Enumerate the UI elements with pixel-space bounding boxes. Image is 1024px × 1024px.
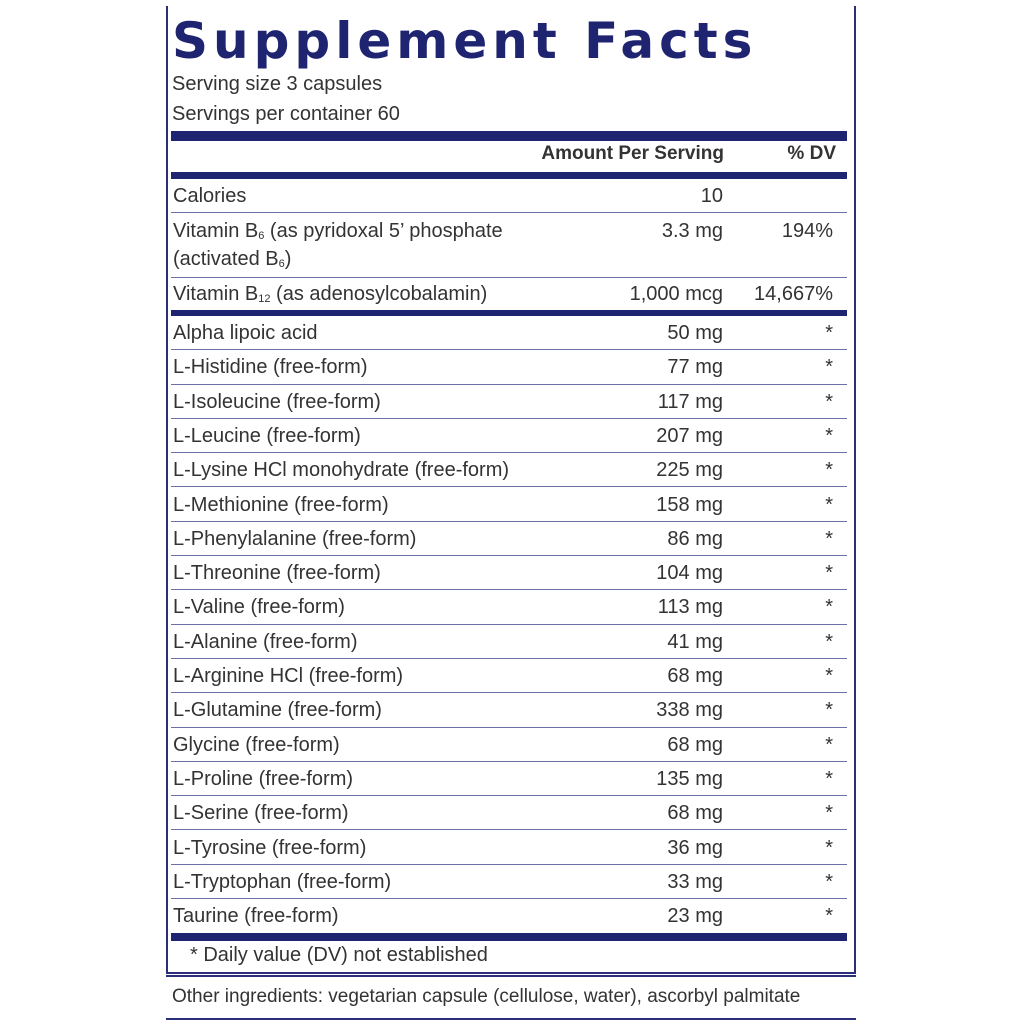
bottom-rule [166, 1018, 856, 1020]
ingredient-dv: * [825, 699, 833, 722]
ingredient-row [171, 316, 847, 350]
ingredient-row [171, 865, 847, 899]
ingredient-amount: 36 mg [667, 836, 723, 859]
ingredient-name: L-Isoleucine (free-form) [173, 390, 381, 413]
nutrient-amount: 1,000 mcg [629, 283, 723, 305]
ingredient-name: L-Leucine (free-form) [173, 424, 361, 447]
footnote: * Daily value (DV) not established [190, 944, 488, 966]
ingredient-dv: * [825, 390, 833, 413]
nutrient-dv: 14,667% [754, 283, 833, 305]
header-top-bar [171, 131, 847, 141]
ingredient-dv: * [825, 459, 833, 482]
ingredient-dv: * [825, 322, 833, 344]
ingredient-amount: 41 mg [667, 630, 723, 653]
nutrient-name-line2: (activated $B_6$) [173, 248, 292, 270]
other-ingredients: Other ingredients: vegetarian capsule (cellulose, water), ascorbyl palmitate [172, 986, 801, 1007]
ingredient-dv: * [825, 630, 833, 653]
ingredient-amount: 225 mg [656, 459, 723, 482]
nutrient-name: Vitamin $B_{12}$ (as adenosylcobalamin) [173, 283, 488, 305]
ingredient-dv: * [825, 493, 833, 516]
ingredient-name: L-Methionine (free-form) [173, 493, 389, 516]
nutrient-dv: 194% [781, 220, 833, 242]
ingredient-name: L-Proline (free-form) [173, 767, 354, 790]
ingredient-row [171, 350, 847, 384]
other-ingredients-top-rule [166, 975, 856, 977]
serving-size: Serving size 3 capsules [172, 73, 383, 95]
ingredient-amount: 207 mg [656, 424, 723, 447]
ingredient-row [171, 385, 847, 419]
nutrient-amount: 3.3 mg [661, 220, 723, 242]
ingredient-name: Glycine (free-form) [173, 733, 340, 756]
ingredient-dv: * [825, 802, 833, 825]
ingredient-name: L-Tyrosine (free-form) [173, 836, 367, 859]
ingredient-amount: 135 mg [656, 767, 723, 790]
ingredient-dv: * [825, 424, 833, 447]
header-bottom-bar [171, 172, 847, 179]
ingredient-row [171, 419, 847, 453]
ingredient-name: L-Threonine (free-form) [173, 562, 381, 585]
ingredient-amount: 338 mg [656, 699, 723, 722]
ingredient-row [171, 899, 847, 933]
ingredient-name: L-Valine (free-form) [173, 596, 345, 619]
ingredient-name: L-Glutamine (free-form) [173, 699, 382, 722]
ingredient-row [171, 556, 847, 590]
ingredient-row [171, 625, 847, 659]
ingredient-name: Alpha lipoic acid [173, 322, 318, 344]
ingredient-row [171, 659, 847, 693]
ingredient-name: L-Serine (free-form) [173, 802, 349, 825]
ingredient-dv: * [825, 596, 833, 619]
ingredient-name: L-Arginine HCl (free-form) [173, 665, 404, 687]
ingredient-row [171, 488, 847, 522]
ingredient-row [171, 590, 847, 624]
ingredient-amount: 104 mg [656, 562, 723, 585]
ingredient-row [171, 796, 847, 830]
ingredient-name: L-Alanine (free-form) [173, 630, 358, 653]
nutrient-row-calories [171, 179, 847, 213]
ingredient-amount: 113 mg [657, 596, 723, 619]
nutrient-row-vitamin-b12 [171, 278, 847, 310]
ingredient-dv: * [825, 562, 833, 585]
ingredient-amount: 33 mg [667, 870, 723, 893]
ingredient-dv: * [825, 870, 833, 893]
footer-bar [171, 933, 847, 941]
ingredient-amount: 158 mg [656, 493, 723, 516]
ingredient-dv: * [825, 836, 833, 859]
ingredient-amount: 68 mg [667, 733, 723, 756]
ingredient-amount: 77 mg [667, 356, 723, 379]
ingredient-amount: 117 mg [657, 390, 723, 413]
ingredient-amount: 68 mg [667, 802, 723, 825]
nutrient-name: Vitamin $B_6$ (as pyridoxal 5’ phosphate [173, 220, 503, 242]
ingredient-dv: * [825, 665, 833, 687]
ingredient-row [171, 762, 847, 796]
ingredient-row [171, 728, 847, 762]
ingredient-dv: * [825, 767, 833, 790]
ingredient-name: L-Tryptophan (free-form) [173, 870, 392, 893]
ingredient-row [171, 453, 847, 487]
ingredient-row [171, 831, 847, 865]
ingredient-name: L-Lysine HCl monohydrate (free-form) [173, 459, 510, 482]
ingredient-row [171, 522, 847, 556]
ingredient-row [171, 693, 847, 727]
ingredient-name: L-Phenylalanine (free-form) [173, 527, 417, 550]
ingredient-dv: * [825, 733, 833, 756]
col-dv-header: % DV [787, 143, 836, 164]
nutrient-amount: 10 [700, 185, 723, 207]
nutrient-name: Calories [173, 185, 247, 207]
col-amount-header: Amount Per Serving [541, 143, 724, 164]
ingredient-name: L-Histidine (free-form) [173, 356, 368, 379]
nutrient-row-vitamin-b6 [171, 213, 847, 278]
ingredient-dv: * [825, 356, 833, 379]
servings-per-container: Servings per container 60 [172, 103, 400, 125]
ingredient-amount: 23 mg [667, 905, 723, 928]
ingredient-amount: 86 mg [667, 527, 723, 550]
ingredient-amount: 50 mg [667, 322, 723, 344]
ingredient-dv: * [825, 527, 833, 550]
ingredient-dv: * [825, 905, 833, 928]
ingredient-amount: 68 mg [667, 665, 723, 687]
panel-title: Supplement Facts [172, 12, 758, 70]
ingredient-name: Taurine (free-form) [173, 905, 339, 928]
